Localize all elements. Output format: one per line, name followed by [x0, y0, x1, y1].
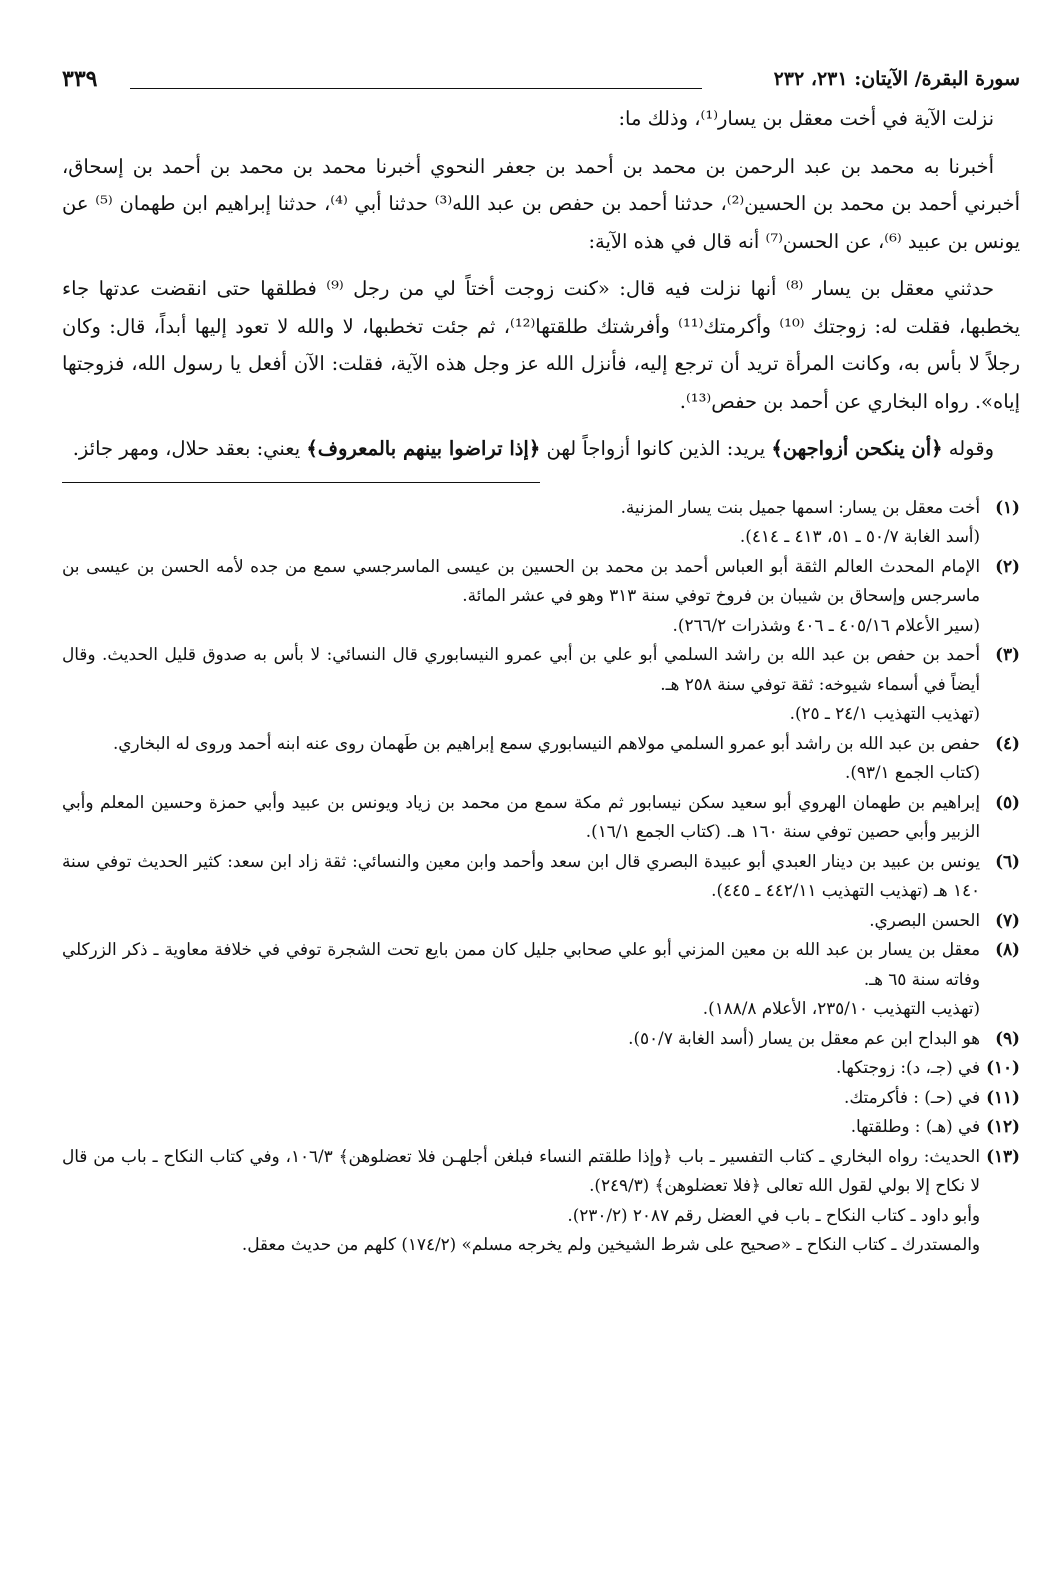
footnote-body: [62, 935, 980, 1024]
footnote-line: الإمام المحدث العالم الثقة أبو العباس أحمد بن محمد بن الحسين بن عيسى الماسرجسي سمع من جده لأمه الحسن بن عيسى بن ماسرجس وإسحاق بن شيبان بن فروخ توفي سنة ٣١٣ وهو في عشر المائة.: [62, 555, 980, 605]
footnote-line: (سير الأعلام ٤٠٥/١٦ ـ ٤٠٦ وشذرات ٢٦٦/٢).: [672, 614, 980, 635]
footnote-number: (١٣): [986, 1145, 1020, 1166]
footnote: [62, 552, 1020, 641]
footnote-line: إبراهيم بن طهمان الهروي أبو سعيد سكن نيسابور ثم مكة سمع من محمد بن زياد ويونس بن عبيد وأبي حمزة وحسين المعلم وأبي الزبير وأبي حصين توفي سنة ١٦٠ هـ. (كتاب الجمع ١٦/١).: [62, 791, 980, 841]
header-rule: [130, 88, 702, 89]
footnote-line: في (حـ) : فأكرمتك.: [844, 1086, 980, 1107]
footnote: [62, 847, 1020, 906]
footnote-number: (١٠): [986, 1057, 1020, 1077]
footnote-body: [62, 906, 980, 936]
quran-quote-2: ﴿إذا تراضوا بينهم بالمعروف﴾: [306, 437, 541, 460]
main-text: [62, 100, 1020, 468]
footnote-number: (٦): [995, 850, 1020, 871]
footnote-line: الحسن البصري.: [869, 909, 980, 930]
footnote-number: (٨): [995, 939, 1020, 959]
footnote: [62, 1112, 1020, 1142]
paragraph-tafsir: [62, 430, 1020, 468]
tafsir-text-c: يعني: بعقد حلال، ومهر جائز.: [72, 437, 307, 460]
footnote-line: في (جـ، د): زوجتكها.: [835, 1057, 980, 1077]
tafsir-text-b: يريد: الذين كانوا أزواجاً لهن: [540, 437, 772, 460]
footnote-line: (أسد الغابة ٥٠/٧ ـ ٥١، ٤١٣ ـ ٤١٤).: [739, 526, 980, 546]
footnote-number: (٥): [995, 791, 1020, 812]
footnote-body: [62, 729, 980, 788]
footnote-body: [62, 1142, 980, 1260]
paragraph-isnad: أخبرنا به محمد بن عبد الرحمن بن محمد بن أحمد بن جعفر النحوي أخبرنا محمد بن محمد بن أحمد بن إسحاق، أخبرني أحمد بن محمد بن الحسين⁽²⁾، حدثنا أحمد بن حفص بن عبد الله⁽³⁾ حدثنا أبي ⁽⁴⁾، حدثنا إبراهيم ابن طهمان ⁽⁵⁾ عن يونس بن عبيد ⁽⁶⁾، عن الحسن⁽⁷⁾ أنه قال في هذه الآية:: [62, 154, 1021, 253]
footnote-body: [62, 1112, 980, 1142]
footnote-body: [62, 1024, 980, 1054]
book-page: [62, 62, 1020, 1542]
footnote-line: أحمد بن حفص بن عبد الله بن راشد السلمي أبو علي بن أبي عمرو النيسابوري قال النسائي: لا بأس به صدوق قليل الحديث. وقال أيضاً في أسماء شيوخه: ثقة توفي سنة ٢٥٨ هـ.: [62, 644, 980, 694]
page-header: [62, 62, 1020, 98]
footnote-body: [62, 1083, 980, 1113]
footnote: [62, 788, 1020, 847]
quran-quote-1: ﴿أن ينكحن أزواجهن﴾: [771, 437, 943, 460]
page-number: ٣٣٩: [62, 66, 98, 92]
footnote: [62, 906, 1020, 936]
footnote-line: معقل بن يسار بن عبد الله بن معين المزني أبو علي صحابي جليل كان ممن بايع تحت الشجرة توفي في خلافة معاوية ـ ذكر الزركلي وفاته سنة ٦٥ هـ.: [62, 939, 980, 989]
footnote: [62, 729, 1020, 788]
footnote-number: (١١): [986, 1086, 1020, 1107]
footnote: [62, 1024, 1020, 1054]
paragraph-hadith: حدثني معقل بن يسار ⁽⁸⁾ أنها نزلت فيه قال: «كنت زوجت أختاً لي من رجل ⁽⁹⁾ فطلقها حتى انقضت عدتها جاء يخطبها، فقلت له: زوجتك ⁽¹⁰⁾ وأكرمتك⁽¹¹⁾ وأفرشتك طلقتها⁽¹²⁾، ثم جئت تخطبها، لا والله لا تعود إليها أبداً، قال: وكان رجلاً لا بأس به، وكانت المرأة تريد أن ترجع إليه، فأنزل الله عز وجل هذه الآية، فقلت: الآن أفعل يا رسول الله، فزوجتها إياه». رواه البخاري عن أحمد بن حفص⁽¹³⁾.: [62, 277, 1021, 413]
footnote-number: (٣): [995, 644, 1020, 664]
footnote-line: (تهذيب التهذيب ٢٣٥/١٠، الأعلام ١٨٨/٨).: [702, 998, 980, 1018]
paragraph-intro: نزلت الآية في أخت معقل بن يسار⁽¹⁾، وذلك ما:: [618, 107, 994, 130]
footnote-number: (١٢): [986, 1116, 1020, 1136]
tafsir-text-a: وقوله: [942, 437, 994, 460]
footnote-body: [62, 493, 980, 552]
footnote-line: حفص بن عبد الله بن راشد أبو عمرو السلمي مولاهم النيسابوري سمع إبراهيم بن طَهمان روى عنه ابنه أحمد وروى له البخاري.: [112, 732, 980, 753]
footnote-body: [62, 788, 980, 847]
footnote-line: أخت معقل بن يسار: اسمها جميل بنت يسار المزنية.: [620, 496, 980, 517]
footnote-line: (تهذيب التهذيب ٢٤/١ ـ ٢٥).: [789, 703, 980, 723]
footnote-line: وأبو داود ـ كتاب النكاح ـ باب في العضل رقم ٢٠٨٧ (٢٣٠/٢).: [567, 1204, 980, 1225]
footnote: [62, 935, 1020, 1024]
footnote: [62, 1083, 1020, 1113]
running-title: سورة البقرة/ الآيتان: ٢٣١، ٢٣٢: [773, 68, 1020, 90]
footnote-body: [62, 847, 980, 906]
footnote-line: (كتاب الجمع ٩٣/١).: [844, 762, 980, 782]
footnote-line: الحديث: رواه البخاري ـ كتاب التفسير ـ باب ﴿وإذا طلقتم النساء فبلغن أجلهـن فلا تعضلوهن﴾ ١٠٦/٣، وفي كتاب النكاح ـ باب من قال لا نكاح إلا بولي لقول الله تعالى ﴿فلا تعضلوهن﴾ (٢٤٩/٣).: [62, 1145, 980, 1195]
footnote: [62, 1142, 1020, 1260]
footnote-separator: [62, 482, 540, 483]
footnote-body: [62, 552, 980, 641]
footnote-number: (٢): [995, 555, 1020, 576]
footnote-line: يونس بن عبيد بن دينار العبدي أبو عبيدة البصري قال ابن سعد وأحمد وابن معين والنسائي: ثقة زاد ابن سعد: كثير الحديث توفي سنة ١٤٠ هـ (تهذيب التهذيب ٤٤٢/١١ ـ ٤٤٥).: [62, 850, 980, 900]
footnotes: [62, 493, 1020, 1260]
footnote: [62, 493, 1020, 552]
footnote-body: [62, 640, 980, 729]
footnote-number: (٩): [995, 1027, 1020, 1048]
footnote: [62, 1053, 1020, 1083]
footnote-line: في (هـ) : وطلقتها.: [850, 1116, 980, 1136]
footnote-number: (٧): [995, 909, 1020, 930]
footnote-line: والمستدرك ـ كتاب النكاح ـ «صحيح على شرط الشيخين ولم يخرجه مسلم» (١٧٤/٢) كلهم من حديث معقل.: [241, 1234, 980, 1254]
footnote-number: (١): [995, 496, 1020, 517]
footnote: [62, 640, 1020, 729]
footnote-body: [62, 1053, 980, 1083]
footnote-line: هو البداح ابن عم معقل بن يسار (أسد الغابة ٥٠/٧).: [628, 1027, 980, 1048]
footnote-number: (٤): [995, 732, 1020, 753]
